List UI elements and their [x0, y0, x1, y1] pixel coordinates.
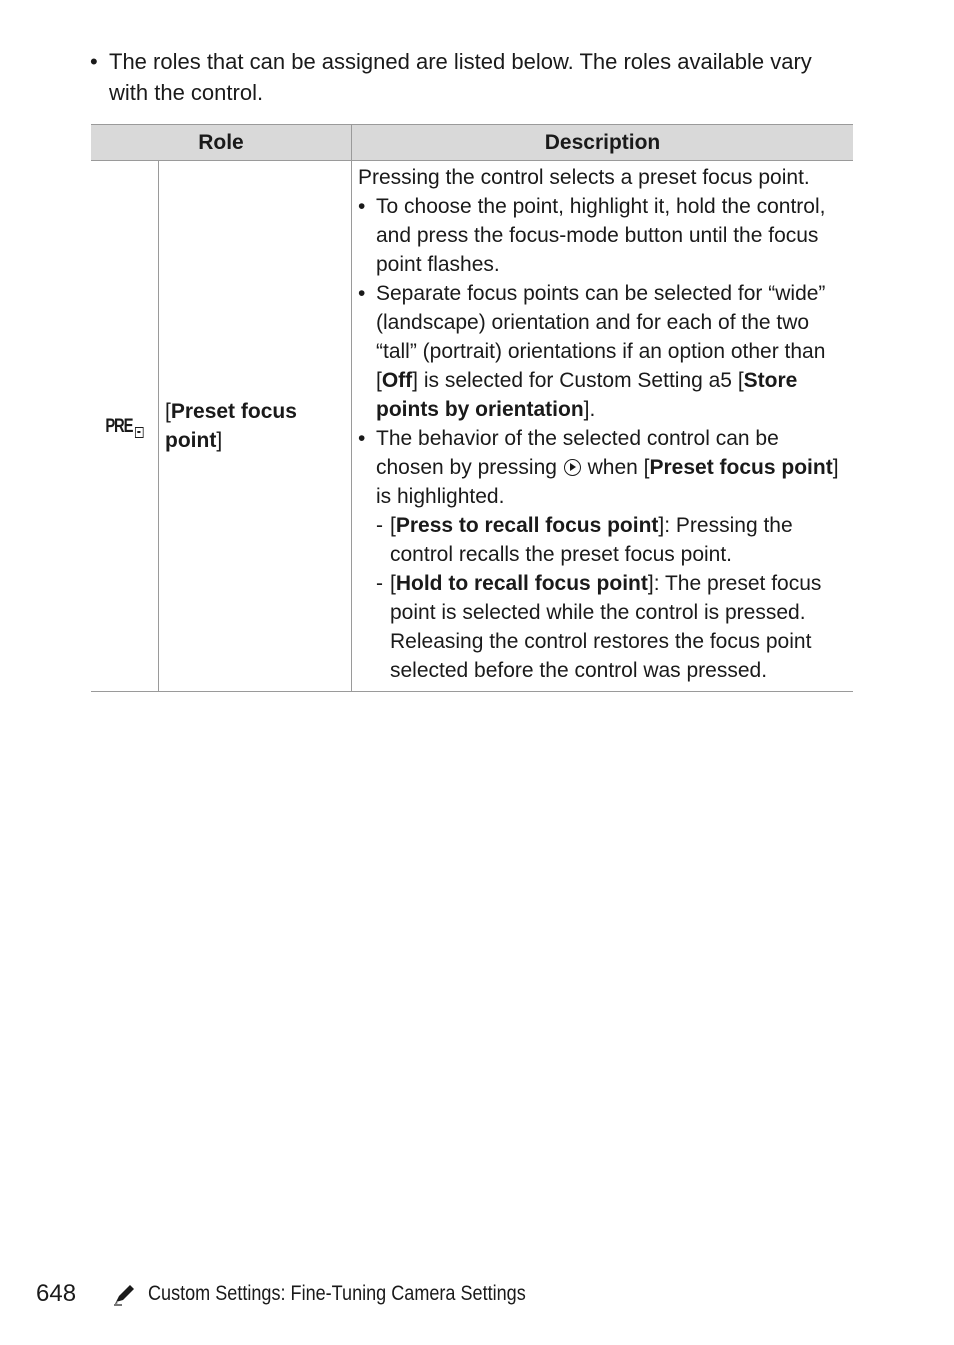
description-bullets — [358, 192, 847, 685]
sub-options — [376, 511, 847, 685]
bullet-text: To choose the point, highlight it, hold the control, and press the focus-mode button until the focus point flashes. — [376, 195, 826, 276]
section-title: Custom Settings: Fine-Tuning Camera Settings — [148, 1282, 526, 1305]
table-header-row — [91, 125, 853, 161]
role-header: Role — [91, 125, 352, 161]
roles-table — [91, 124, 853, 692]
description-lead: Pressing the control selects a preset focus point. — [358, 166, 810, 189]
multi-selector-right-icon — [564, 459, 581, 476]
pencil-icon — [112, 1282, 138, 1306]
preset-icon-text: PRE — [105, 416, 133, 437]
bracket: [ — [165, 400, 171, 423]
preset-focus-point-icon — [106, 412, 144, 441]
table-row — [91, 161, 853, 692]
sub-option-text: ]: The preset focus point is selected while the control is pressed. Releasing the control restores the focus point selected before the control was pressed. — [390, 572, 822, 682]
option-store-points: Store points by orientation — [376, 369, 798, 421]
intro-text: The roles that can be assigned are listed below. The roles available vary with the control. — [109, 49, 812, 105]
option-preset-focus: Preset focus point — [649, 456, 833, 479]
bullet-text: when [ — [581, 456, 650, 479]
role-name: Preset focus point — [165, 400, 297, 452]
intro-paragraph — [90, 46, 850, 108]
list-item: - [Hold to recall focus point]: The preset focus point is selected while the control is pressed. Releasing the control restores the focus point selected before the control was pressed. — [376, 572, 822, 682]
role-description-cell — [352, 161, 854, 692]
bullet-text: ] is selected for Custom Setting a5 [ — [412, 369, 744, 392]
list-item: - [Press to recall focus point]: Pressing the control recalls the preset focus point. — [376, 514, 793, 566]
bullet-text: The behavior of the selected control can be chosen by pressing — [376, 427, 779, 479]
page-footer — [36, 1276, 587, 1312]
role-name-cell — [159, 161, 352, 692]
bullet-text: ] is highlighted. — [376, 456, 839, 508]
sub-option-text: ]: Pressing the control recalls the preset focus point. — [390, 514, 793, 566]
bullet: • — [90, 49, 98, 74]
bracket: ] — [216, 429, 223, 452]
bullet-text: ]. — [583, 398, 596, 421]
option-off: Off — [381, 369, 413, 392]
page-number: 648 — [36, 1280, 77, 1307]
focus-frame-icon — [135, 427, 144, 438]
list-item: • The behavior of the selected control can be chosen by pressing when [Preset focus point] is highlighted. - [Press to recall focus point]: Pressing the control recalls the preset focus point. - [Hold to recall focus point]: The preset focus point is selected while the control is pressed. Releasing the control restores the focus point selected before the control was pressed. — [358, 424, 847, 685]
option-hold-recall: Hold to recall focus point — [395, 572, 648, 595]
role-icon-cell — [91, 161, 159, 692]
option-press-recall: Press to recall focus point — [395, 514, 659, 537]
description-header: Description — [352, 125, 854, 161]
list-item: • Separate focus points can be selected for “wide” (landscape) orientation and for each of the two “tall” (portrait) orientations if an option other than [Off] is selected for Custom Setting a5 [Store points by orientation]. — [358, 282, 826, 421]
bullet-text: Separate focus points can be selected for “wide” (landscape) orientation and for each of the two “tall” (portrait) orientations if an option other than [ — [376, 282, 826, 392]
list-item: • To choose the point, highlight it, hold the control, and press the focus-mode button until the focus point flashes. — [358, 195, 826, 276]
